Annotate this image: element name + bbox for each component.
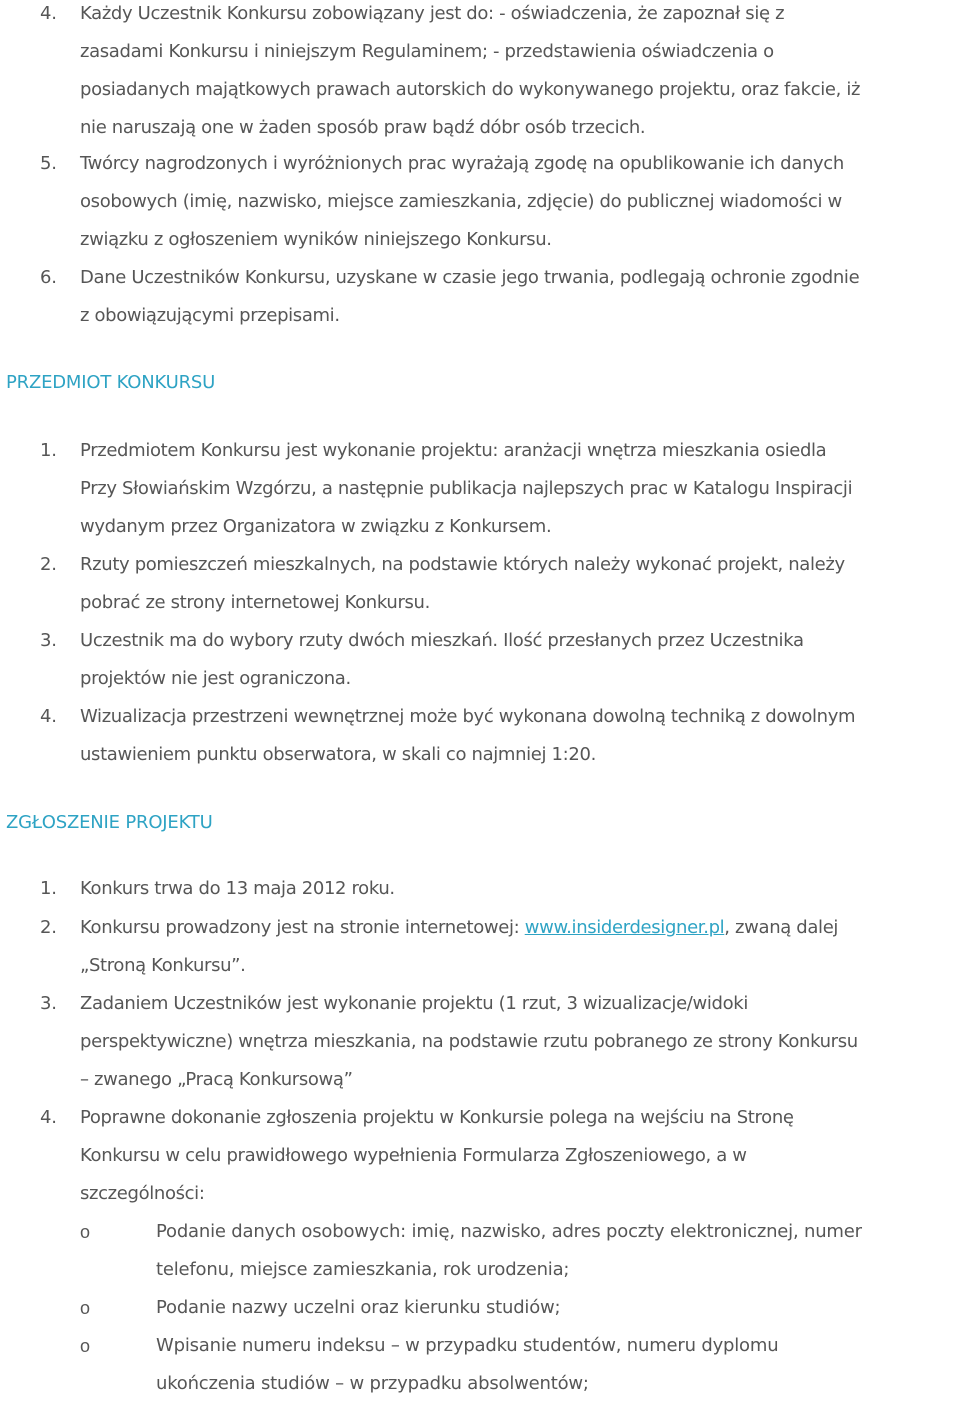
list-item-text	[80, 0, 958, 147]
text-segment: Konkursu prowadzony jest na stronie internetowej:	[80, 917, 525, 938]
text-line: perspektywiczne) wnętrza mieszkania, na podstawie rzutu pobranego ze strony Konkursu	[80, 1031, 858, 1052]
text-line: nie naruszają one w żaden sposób praw bądź dóbr osób trzecich.	[80, 117, 646, 138]
text-line: osobowych (imię, nazwisko, miejsce zamieszkania, zdjęcie) do publicznej wiadomości w	[80, 191, 842, 212]
text-line: Podanie danych osobowych: imię, nazwisko, adres poczty elektronicznej, numer	[156, 1221, 862, 1242]
text-line: projektów nie jest ograniczona.	[80, 668, 351, 689]
list-number: 6.	[40, 267, 57, 288]
text-line: Konkurs trwa do 13 maja 2012 roku.	[80, 878, 395, 899]
text-segment: , zwaną dalej	[724, 917, 839, 938]
list-number: 3.	[40, 993, 57, 1014]
text-line: zasadami Konkursu i niniejszym Regulaminem; - przedstawienia oświadczenia o	[80, 41, 774, 62]
text-line: z obowiązującymi przepisami.	[80, 305, 340, 326]
text-line: Wizualizacja przestrzeni wewnętrznej może być wykonana dowolną techniką z dowolnym	[80, 706, 856, 727]
text-line: – zwanego „Pracą Konkursową”	[80, 1069, 353, 1090]
list-number: 3.	[40, 630, 57, 651]
text-line: wydanym przez Organizatora w związku z Konkursem.	[80, 516, 552, 537]
text-line: Uczestnik ma do wybory rzuty dwóch mieszkań. Ilość przesłanych przez Uczestnika	[80, 630, 804, 651]
bullet-marker: o	[80, 1336, 91, 1356]
text-line: pobrać ze strony internetowej Konkursu.	[80, 592, 430, 613]
list-item-text	[80, 698, 958, 774]
list-item-text	[80, 870, 958, 908]
text-line: Każdy Uczestnik Konkursu zobowiązany jest do: - oświadczenia, że zapoznał się z	[80, 3, 785, 24]
list-number: 4.	[40, 3, 57, 24]
text-line: posiadanych majątkowych prawach autorskich do wykonywanego projektu, oraz fakcie, iż	[80, 79, 861, 100]
section-heading-subject: PRZEDMIOT KONKURSU	[6, 372, 216, 393]
text-line: Poprawne dokonanie zgłoszenia projektu w Konkursie polega na wejściu na Stronę	[80, 1107, 794, 1128]
list-item-text	[80, 546, 958, 622]
bullet-marker: o	[80, 1298, 91, 1318]
list-item-text	[80, 909, 958, 985]
list-item-text	[80, 1099, 958, 1213]
text-line: ukończenia studiów – w przypadku absolwentów;	[156, 1373, 589, 1394]
section-heading-submission: ZGŁOSZENIE PROJEKTU	[6, 812, 213, 833]
bullet-item-text	[156, 1213, 956, 1289]
text-line	[80, 909, 958, 947]
text-line: ustawieniem punktu obserwatora, w skali co najmniej 1:20.	[80, 744, 596, 765]
list-item-text	[80, 145, 958, 259]
website-link[interactable]: www.insiderdesigner.pl	[524, 917, 725, 938]
text-line: Twórcy nagrodzonych i wyróżnionych prac wyrażają zgodę na opublikowanie ich danych	[80, 153, 844, 174]
bullet-item-text	[156, 1327, 956, 1403]
list-number: 2.	[40, 917, 57, 938]
text-line: Zadaniem Uczestników jest wykonanie projektu (1 rzut, 3 wizualizacje/widoki	[80, 993, 748, 1014]
text-line: Przedmiotem Konkursu jest wykonanie projektu: aranżacji wnętrza mieszkania osiedla	[80, 440, 827, 461]
text-line: Dane Uczestników Konkursu, uzyskane w czasie jego trwania, podlegają ochronie zgodnie	[80, 267, 860, 288]
text-line: Podanie nazwy uczelni oraz kierunku studiów;	[156, 1297, 561, 1318]
text-line: Przy Słowiańskim Wzgórzu, a następnie publikacja najlepszych prac w Katalogu Inspiracji	[80, 478, 853, 499]
list-item-text	[80, 985, 958, 1099]
text-line: związku z ogłoszeniem wyników niniejszego Konkursu.	[80, 229, 552, 250]
text-line: telefonu, miejsce zamieszkania, rok urodzenia;	[156, 1259, 570, 1280]
list-item-text	[80, 432, 958, 546]
bullet-marker: o	[80, 1222, 91, 1242]
text-line: Rzuty pomieszczeń mieszkalnych, na podstawie których należy wykonać projekt, należy	[80, 554, 845, 575]
list-number: 1.	[40, 440, 57, 461]
list-item-text	[80, 259, 958, 335]
list-number: 1.	[40, 878, 57, 899]
list-number: 2.	[40, 554, 57, 575]
list-number: 4.	[40, 1107, 57, 1128]
bullet-item-text	[156, 1289, 956, 1327]
list-item-text	[80, 622, 958, 698]
text-line: szczególności:	[80, 1183, 205, 1204]
text-line: „Stroną Konkursu”.	[80, 955, 246, 976]
list-number: 4.	[40, 706, 57, 727]
list-number: 5.	[40, 153, 57, 174]
text-line: Konkursu w celu prawidłowego wypełnienia Formularza Zgłoszeniowego, a w	[80, 1145, 747, 1166]
text-line: Wpisanie numeru indeksu – w przypadku studentów, numeru dyplomu	[156, 1335, 779, 1356]
